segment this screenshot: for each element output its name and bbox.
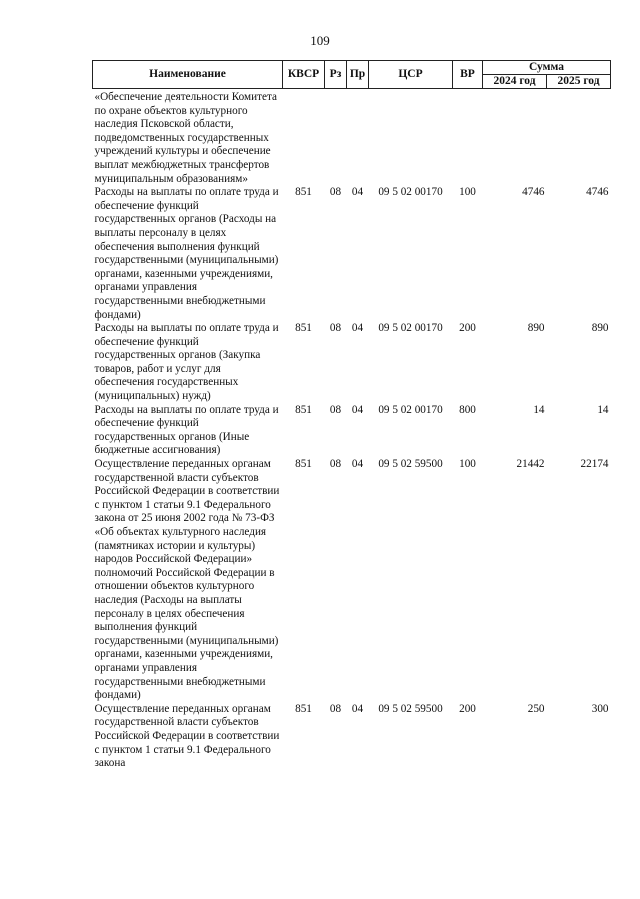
- budget-table: [92, 60, 611, 771]
- header-rz: Рз: [325, 61, 347, 89]
- row-name: Осуществление переданных органам государственной власти субъектов Российской Федерации в соответствии с пунктом 1 статьи 9.1 Федерального закона от 25 июня 2002 года № 73-ФЗ «Об объектах культурного наследия (памятниках истории и культуры) народов Российской Федерации» полномочий Российской Федерации в отношении объектов культурного наследия (Расходы на выплаты персоналу в целях обеспечения выполнения функций государственными (муниципальными) органами, казенными учреждениями, органами управления государственными внебюджетными фондами): [94, 458, 280, 702]
- row-csr: 09 5 02 00170: [378, 403, 443, 416]
- row-csr: 09 5 02 59500: [378, 702, 443, 715]
- row-sum-2025: 22174: [580, 458, 609, 471]
- row-name: Расходы на выплаты по оплате труда и обеспечение функций государственных органов (Закупка товаров, работ и услуг для обеспечения государственных (муниципальных) нужд): [94, 322, 279, 403]
- table-row: [93, 458, 611, 703]
- row-rz: 08: [329, 186, 342, 199]
- table-row: [93, 404, 611, 458]
- row-kvsr: 851: [295, 186, 312, 199]
- header-year-2024: 2024 год: [483, 75, 547, 89]
- table-row: [93, 89, 611, 187]
- row-pr: 04: [351, 186, 364, 199]
- row-sum-2025: 300: [591, 702, 609, 715]
- row-rz: 08: [329, 322, 342, 335]
- header-year-2025: 2025 год: [547, 75, 611, 89]
- row-vr: 100: [459, 186, 476, 199]
- row-csr: [369, 89, 453, 187]
- row-kvsr: [283, 89, 325, 187]
- row-sum-2024: 14: [533, 403, 545, 416]
- row-name: Расходы на выплаты по оплате труда и обеспечение функций государственных органов (Расходы на выплаты персоналу в целях обеспечения выполнения функций государственными (муниципальными) органами, казенными учреждениями, органами управления государственными внебюджетными фондами): [94, 186, 279, 321]
- row-rz: 08: [329, 458, 342, 471]
- row-sum-2024: 890: [527, 322, 545, 335]
- row-pr: 04: [351, 322, 364, 335]
- row-csr: 09 5 02 59500: [378, 458, 443, 471]
- header-name: Наименование: [93, 61, 283, 89]
- row-pr: 04: [351, 458, 364, 471]
- row-vr: 200: [459, 322, 476, 335]
- row-kvsr: 851: [295, 322, 312, 335]
- row-sum-2024: [483, 89, 547, 187]
- row-vr: 200: [459, 702, 476, 715]
- table-row: [93, 186, 611, 322]
- row-sum-2024: 4746: [522, 186, 545, 199]
- row-kvsr: 851: [295, 403, 312, 416]
- row-rz: 08: [329, 403, 342, 416]
- row-sum-2025: 14: [597, 403, 609, 416]
- row-name: Расходы на выплаты по оплате труда и обеспечение функций государственных органов (Иные бюджетные ассигнования): [94, 403, 279, 457]
- header-csr: ЦСР: [369, 61, 453, 89]
- row-kvsr: 851: [295, 702, 312, 715]
- row-vr: [453, 89, 483, 187]
- row-vr: 800: [459, 403, 476, 416]
- row-sum-2024: 250: [527, 702, 545, 715]
- row-pr: 04: [351, 403, 364, 416]
- table-row: [93, 703, 611, 771]
- header-pr: Пр: [347, 61, 369, 89]
- row-csr: 09 5 02 00170: [378, 322, 443, 335]
- header-sum: Сумма: [483, 61, 611, 75]
- row-name: «Обеспечение деятельности Комитета по охране объектов культурного наследия Псковской области, подведомственных государственных учреждений культуры и обеспечение выплат межбюджетных трансфертов муниципальным образованиям»: [94, 91, 277, 185]
- page-number: 109: [310, 33, 330, 48]
- row-pr: [347, 89, 369, 187]
- row-sum-2024: 21442: [516, 458, 545, 471]
- row-csr: 09 5 02 00170: [378, 186, 443, 199]
- row-vr: 100: [459, 458, 476, 471]
- row-rz: 08: [329, 702, 342, 715]
- row-sum-2025: 890: [591, 322, 609, 335]
- table-row: [93, 322, 611, 404]
- row-sum-2025: [547, 89, 611, 187]
- row-kvsr: 851: [295, 458, 312, 471]
- header-vr: ВР: [453, 61, 483, 89]
- row-sum-2025: 4746: [586, 186, 609, 199]
- row-pr: 04: [351, 702, 364, 715]
- header-kvsr: КВСР: [283, 61, 325, 89]
- row-name: Осуществление переданных органам государственной власти субъектов Российской Федерации в соответствии с пунктом 1 статьи 9.1 Федерального закона: [94, 702, 280, 770]
- row-rz: [325, 89, 347, 187]
